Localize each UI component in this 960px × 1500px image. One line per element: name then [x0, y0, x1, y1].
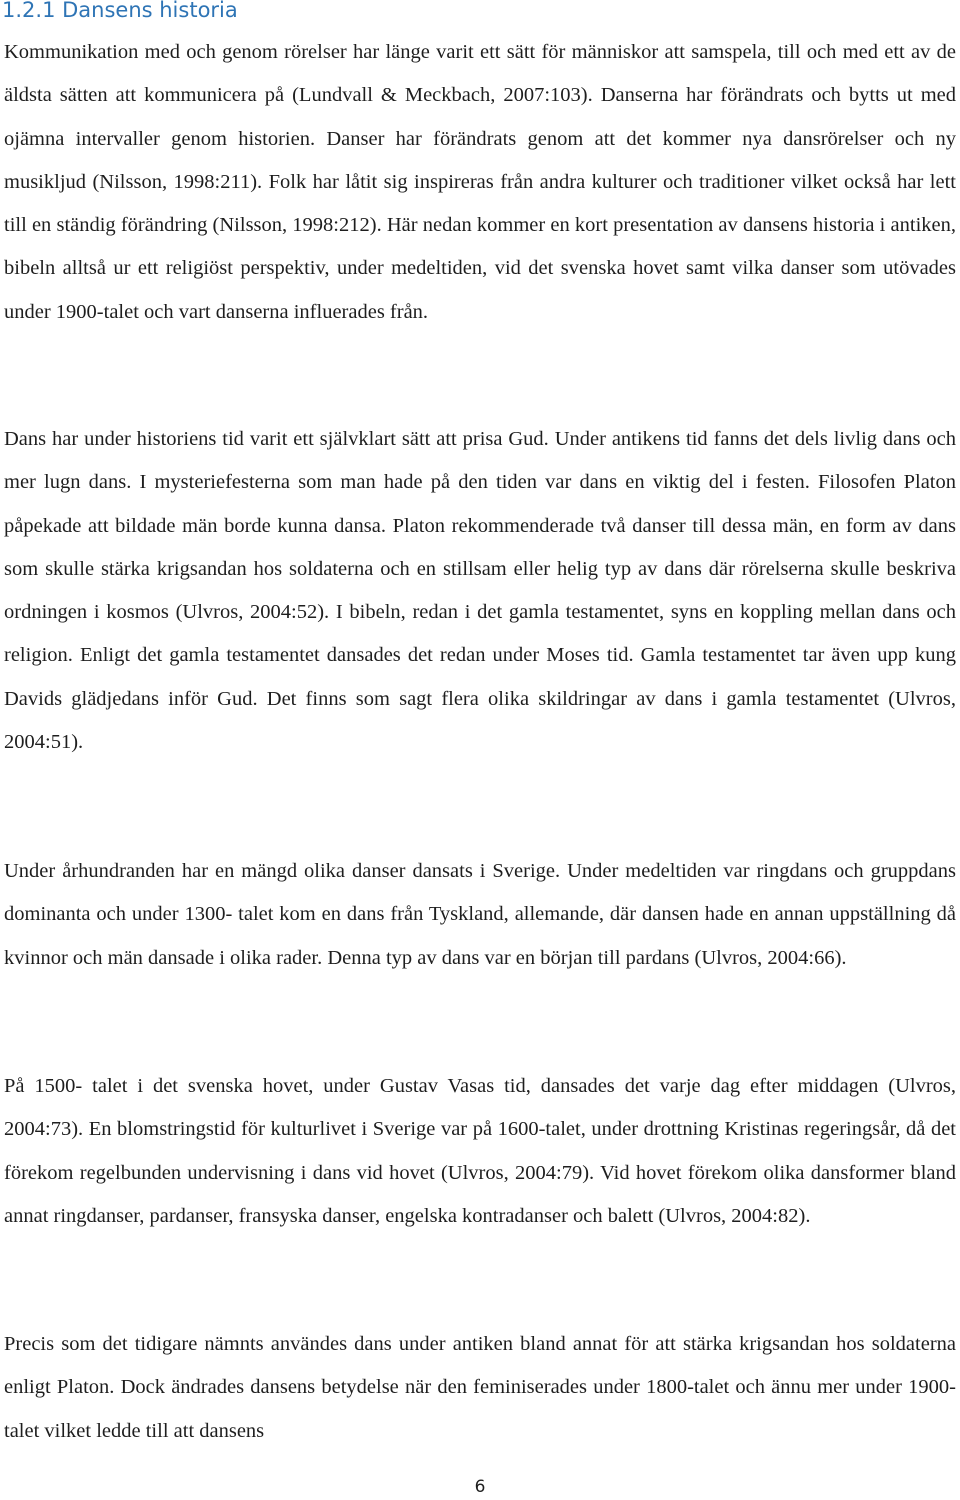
paragraph-dance-communication: Kommunikation med och genom rörelser har länge varit ett sätt för människor att samspela, till och med ett av de äldsta sätten att kommunicera på (Lundvall & Meckbach, 2007:103). Danserna har förändrats och bytts ut med ojämna intervaller genom historien. Danser har förändrats genom att det kommer nya dansrörelser och ny musikljud (Nilsson, 1998:211). Folk har låtit sig inspireras från andra kulturer och traditioner vilket också har lett till en ständig förändring (Nilsson, 1998:212). Här nedan kommer en kort presentation av dansens historia i antiken, bibeln alltså ur ett religiöst perspektiv, under medeltiden, vid det svenska hovet samt vilka danser som utövades under 1900-talet och vart danserna influerades från. [4, 41, 956, 323]
paragraph-swedish-court: På 1500- talet i det svenska hovet, under Gustav Vasas tid, dansades det varje dag efter middagen (Ulvros, 2004:73). En blomstringstid för kulturlivet i Sverige var på 1600-talet, under drottning Kristinas regeringsår, då det förekom regelbunden undervisning i dans vid hovet (Ulvros, 2004:79). Vid hovet förekom olika dansformer bland annat ringdanser, pardanser, fransyska danser, engelska kontradanser och balett (Ulvros, 2004:82). [4, 1075, 956, 1227]
page-number: 6 [474, 1477, 486, 1497]
paragraph-medieval-sweden: Under århundranden har en mängd olika danser dansats i Sverige. Under medeltiden var ringdans och gruppdans dominanta och under 1300- talet kom en dans från Tyskland, allemande, där dansen hade en annan uppställning då kvinnor och män dansade i olika rader. Denna typ av dans var en början till pardans (Ulvros, 2004:66). [4, 860, 956, 969]
paragraph-antiquity-bible: Dans har under historiens tid varit ett självklart sätt att prisa Gud. Under antikens tid fanns det dels livlig dans och mer lugn dans. I mysteriefesterna som man hade på den tiden var dans en viktig del i festen. Filosofen Platon påpekade att bildade män borde kunna dansa. Platon rekommenderade två danser till dessa män, en form av dans som skulle stärka krigsandan hos soldaterna och en stillsam eller helig typ av dans där rörelserna skulle beskriva ordningen i kosmos (Ulvros, 2004:52). I bibeln, redan i det gamla testamentet, syns en koppling mellan dans och religion. Enligt det gamla testamentet dansades det redan under Moses tid. Gamla testamentet tar även upp kung Davids glädjedans inför Gud. Det finns som sagt flera olika skildringar av dans i gamla testamentet (Ulvros, 2004:51). [4, 428, 956, 754]
paragraph-feminisation: Precis som det tidigare nämnts användes dans under antiken bland annat för att stärka krigsandan hos soldaterna enligt Platon. Dock ändrades dansens betydelse när den feminiserades under 1800-talet och ännu mer under 1900-talet vilket ledde till att dansens [4, 1333, 956, 1442]
section-heading: 1.2.1 Dansens historia [2, 0, 238, 22]
